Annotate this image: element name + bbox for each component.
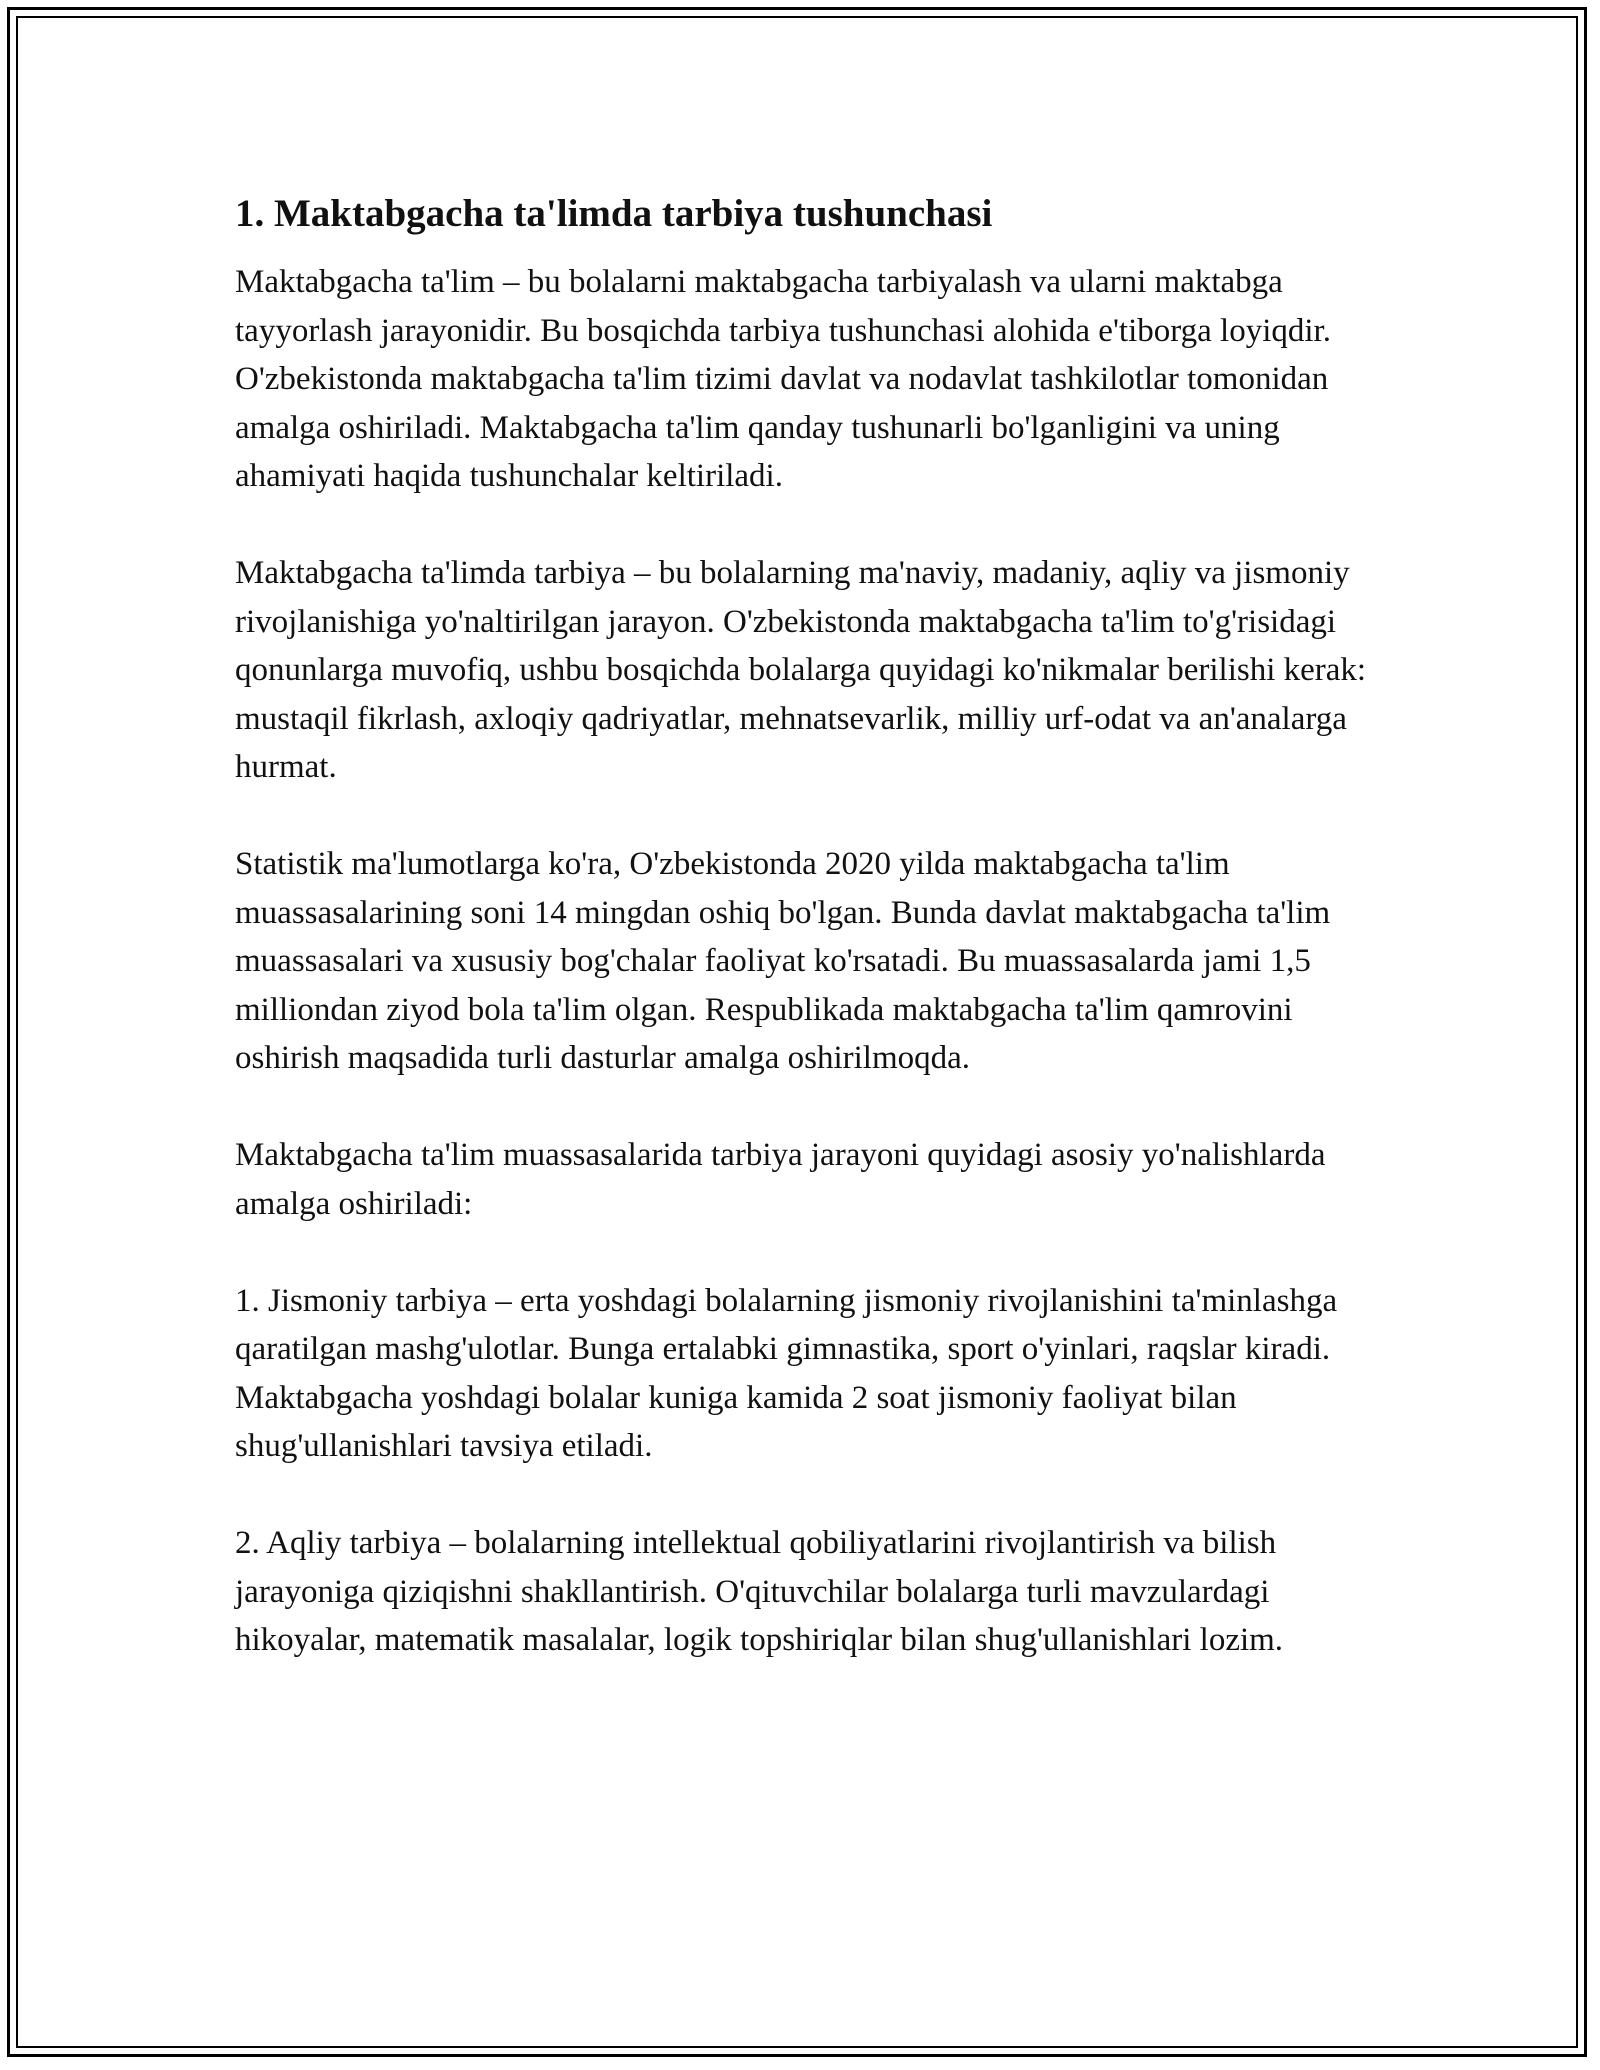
paragraph-statistics: Statistik ma'lumotlarga ko'ra, O'zbekistonda 2020 yilda maktabgacha ta'lim muassasalarining soni 14 mingdan oshiq bo'lgan. Bunda davlat maktabgacha ta'lim muassasalari va xususiy bog'chalar faoliyat ko'rsatadi. Bu muassasalarda jami 1,5 milliondan ziyod bola ta'lim olgan. Respublikada maktabgacha ta'lim qamrovini oshirish maqsadida turli dasturlar amalga oshirilmoqda. xyxy=(235,846,1331,1076)
paragraph-intro: Maktabgacha ta'lim – bu bolalarni maktabgacha tarbiyalash va ularni maktabga tayyorlash jarayonidir. Bu bosqichda tarbiya tushunchasi alohida e'tiborga loyiqdir. O'zbekistonda maktabgacha ta'lim tizimi davlat va nodavlat tashkilotlar tomonidan amalga oshiriladi. Maktabgacha ta'lim qanday tushunarli bo'lganligini va uning ahamiyati haqida tushunchalar keltiriladi. xyxy=(235,264,1331,494)
paragraph-physical-education: 1. Jismoniy tarbiya – erta yoshdagi bolalarning jismoniy rivojlanishini ta'minlashga qaratilgan mashg'ulotlar. Bunga ertalabki gimnastika, sport o'yinlari, raqslar kiradi. Maktabgacha yoshdagi bolalar kuniga kamida 2 soat jismoniy faoliyat bilan shug'ullanishlari tavsiya etiladi. xyxy=(235,1282,1338,1464)
paragraph-directions-intro: Maktabgacha ta'lim muassasalarida tarbiya jarayoni quyidagi asosiy yo'nalishlarda amalga oshiriladi: xyxy=(235,1137,1326,1222)
section-heading: 1. Maktabgacha ta'limda tarbiya tushunchasi xyxy=(235,192,993,235)
paragraph-mental-education: 2. Aqliy tarbiya – bolalarning intellektual qobiliyatlarini rivojlantirish va bilish jarayoniga qiziqishni shakllantirish. O'qituvchilar bolalarga turli mavzulardagi hikoyalar, matematik masalalar, logik topshiriqlar bilan shug'ullanishlari lozim. xyxy=(235,1525,1284,1658)
document-body xyxy=(235,188,1375,1713)
paragraph-definition: Maktabgacha ta'limda tarbiya – bu bolalarning ma'naviy, madaniy, aqliy va jismoniy rivojlanishiga yo'naltirilgan jarayon. O'zbekistonda maktabgacha ta'lim to'g'risidagi qonunlarga muvofiq, ushbu bosqichda bolalarga quyidagi ko'nikmalar berilishi kerak: mustaqil fikrlash, axloqiy qadriyatlar, mehnatsevarlik, milliy urf-odat va an'analarga hurmat. xyxy=(235,555,1367,785)
